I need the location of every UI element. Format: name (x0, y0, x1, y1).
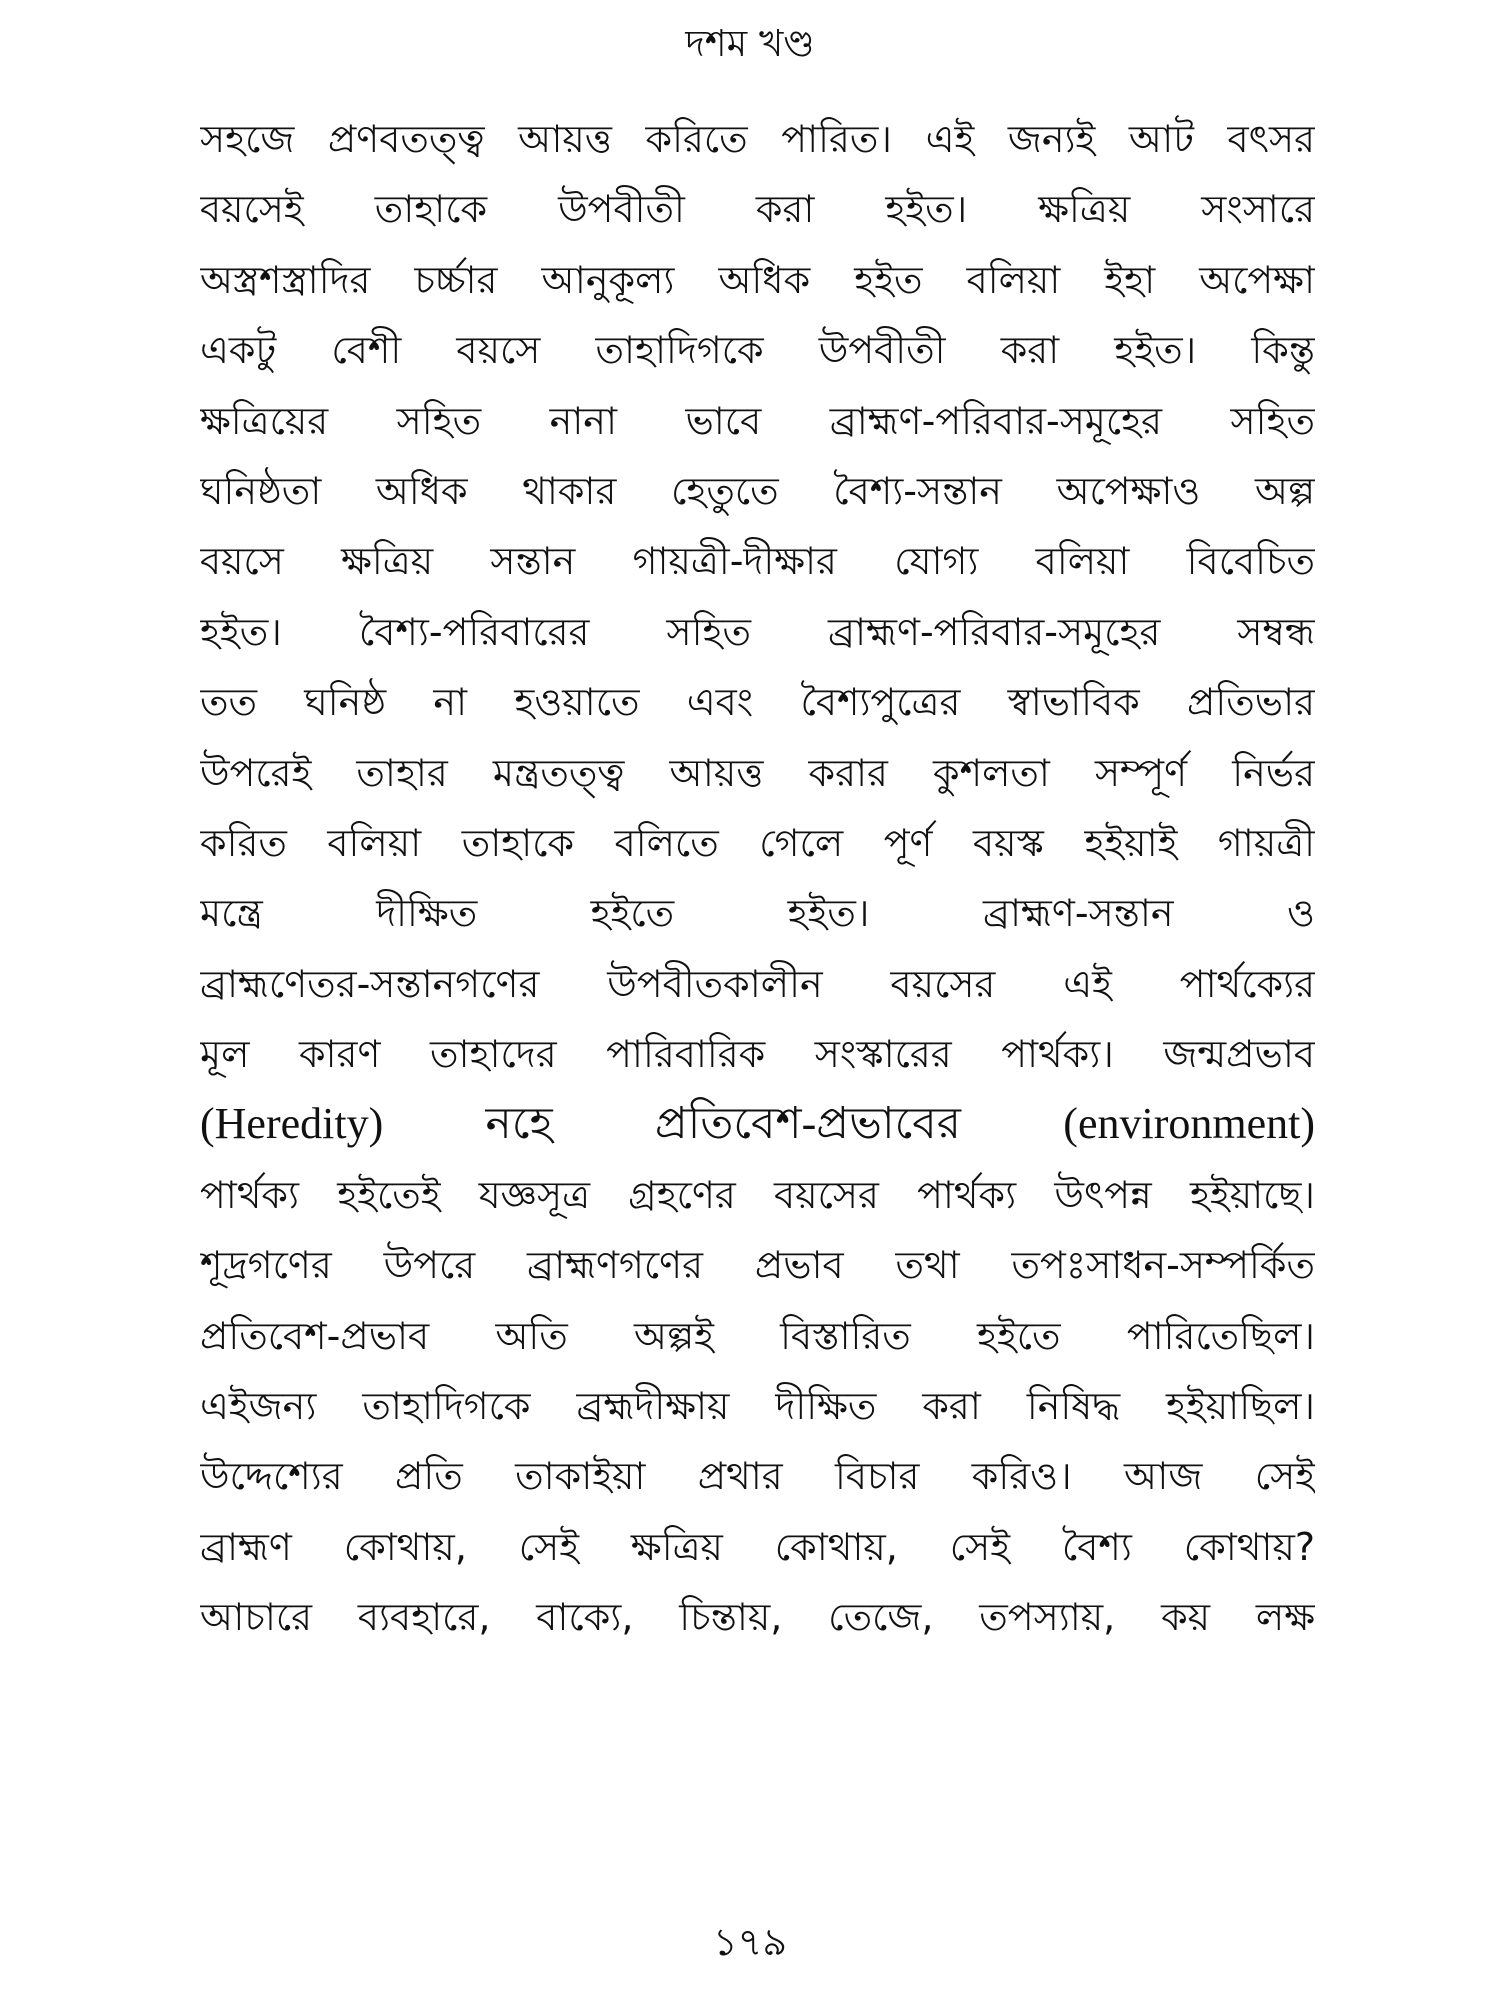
text-line: উপরেই তাহার মন্ত্রতত্ত্ব আয়ত্ত করার কুশলতা সম্পূর্ণ নির্ভর (200, 750, 1315, 795)
text-line: হইত। বৈশ্য-পরিবারের সহিত ব্রাহ্মণ-পরিবার-সমূহের সম্বন্ধ (200, 609, 1315, 654)
text-line: বয়সেই তাহাকে উপবীতী করা হইত। ক্ষত্রিয় সংসারে (200, 187, 1315, 232)
text-line: মূল কারণ তাহাদের পারিবারিক সংস্কারের পার্থক্য। জন্মপ্রভাব (200, 1032, 1315, 1077)
running-header: দশম খণ্ড (685, 22, 815, 65)
text-line: প্রতিবেশ-প্রভাব অতি অল্পই বিস্তারিত হইতে পারিতেছিল। (200, 1313, 1315, 1358)
body-text (200, 104, 1315, 1653)
text-line: এইজন্য তাহাদিগকে ব্রহ্মদীক্ষায় দীক্ষিত করা নিষিদ্ধ হইয়াছিল। (200, 1384, 1315, 1429)
text-line: ক্ষত্রিয়ের সহিত নানা ভাবে ব্রাহ্মণ-পরিবার-সমূহের সহিত (200, 398, 1315, 443)
text-line: মন্ত্রে দীক্ষিত হইতে হইত। ব্রাহ্মণ-সন্তান ও (200, 891, 1315, 936)
text-line: পার্থক্য হইতেই যজ্ঞসূত্র গ্রহণের বয়সের পার্থক্য উৎপন্ন হইয়াছে। (200, 1172, 1315, 1217)
text-line: শূদ্রগণের উপরে ব্রাহ্মণগণের প্রভাব তথা তপঃসাধন-সম্পর্কিত (200, 1243, 1315, 1288)
text-line: ব্রাহ্মণেতর-সন্তানগণের উপবীতকালীন বয়সের এই পার্থক্যের (200, 961, 1315, 1006)
text-line: তত ঘনিষ্ঠ না হওয়াতে এবং বৈশ্যপুত্রের স্বাভাবিক প্রতিভার (200, 680, 1315, 725)
page-number: ১৭৯ (712, 1920, 788, 1964)
text-line: উদ্দেশ্যের প্রতি তাকাইয়া প্রথার বিচার করিও। আজ সেই (200, 1454, 1315, 1499)
text-line: ব্রাহ্মণ কোথায়, সেই ক্ষত্রিয় কোথায়, সেই বৈশ্য কোথায়? (200, 1524, 1315, 1569)
text-line: (Heredity) নহে প্রতিবেশ-প্রভাবের (environment) (200, 1099, 1315, 1149)
text-line: সহজে প্রণবতত্ত্ব আয়ত্ত করিতে পারিত। এই জন্যই আট বৎসর (200, 117, 1315, 161)
text-line: অস্ত্রশস্ত্রাদির চর্চ্চার আনুকূল্য অধিক হইত বলিয়া ইহা অপেক্ষা (200, 257, 1315, 302)
text-line: করিত বলিয়া তাহাকে বলিতে গেলে পূর্ণ বয়স্ক হইয়াই গায়ত্রী (200, 820, 1315, 865)
text-line: একটু বেশী বয়সে তাহাদিগকে উপবীতী করা হইত। কিন্তু (200, 328, 1315, 373)
text-line: আচারে ব্যবহারে, বাক্যে, চিন্তায়, তেজে, তপস্যায়, কয় লক্ষ (200, 1595, 1315, 1640)
text-line: ঘনিষ্ঠতা অধিক থাকার হেতুতে বৈশ্য-সন্তান অপেক্ষাও অল্প (200, 468, 1315, 513)
text-line: বয়সে ক্ষত্রিয় সন্তান গায়ত্রী-দীক্ষার যোগ্য বলিয়া বিবেচিত (200, 539, 1315, 584)
